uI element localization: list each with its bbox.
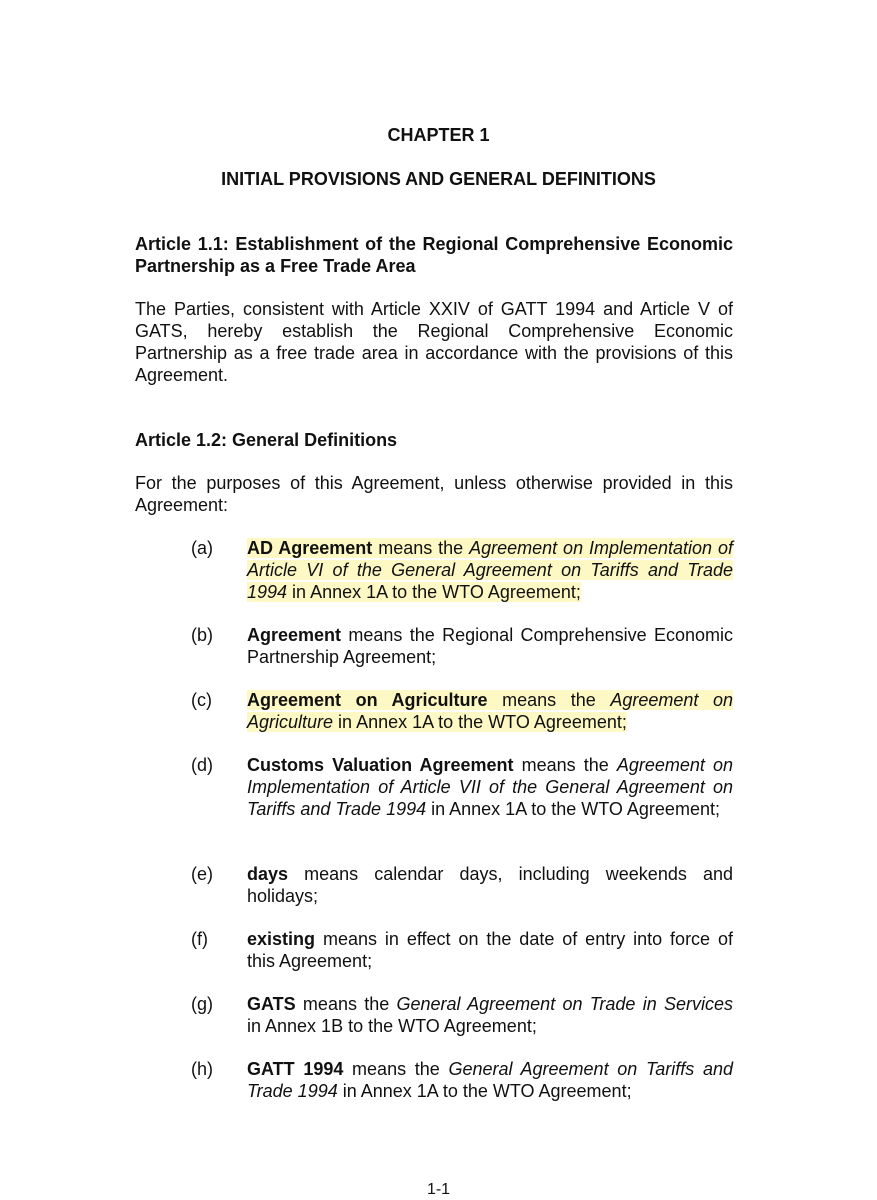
definition-means: means the (513, 755, 617, 775)
definition-rest: in Annex 1A to the WTO Agreement; (287, 582, 581, 602)
definition-text (247, 754, 733, 820)
definition-label: (a) (191, 538, 213, 558)
article-1-1-body: The Parties, consistent with Article XXIV of GATT 1994 and Article V of GATS, hereby establish the Regional Comprehensive Economic Partnership as a free trade area in accordance with the provisions of this Agreement. (135, 299, 733, 385)
definition-means: means the (343, 1059, 449, 1079)
definition-term: Agreement on Agriculture (247, 690, 488, 710)
definition-italic: General Agreement on Trade in Services (396, 994, 733, 1014)
definition-italic: Agreement on Implementation of Article VI of the General Agreement on Tariffs and Trade 1994 (247, 538, 733, 602)
definition-rest: means the Regional Comprehensive Economic Partnership Agreement; (247, 625, 733, 667)
definition-italic: General Agreement on Tariffs and Trade 1994 (247, 1059, 733, 1101)
definition-means: means the (295, 994, 397, 1014)
definition-text (247, 624, 733, 668)
definition-means: means the (372, 538, 470, 558)
definition-text (247, 928, 733, 972)
definition-text (247, 1058, 733, 1102)
definition-label: (d) (191, 755, 213, 775)
highlight (247, 538, 733, 602)
definition-text (247, 863, 733, 907)
definition-rest: means in effect on the date of entry into force of this Agreement; (247, 929, 733, 971)
definition-means: means the (487, 690, 611, 710)
article-1-2-intro: For the purposes of this Agreement, unless otherwise provided in this Agreement: (135, 473, 733, 515)
definition-label: (f) (191, 929, 208, 949)
page-number: 1-1 (426, 1181, 451, 1198)
definition-text (247, 537, 733, 603)
article-1-2-title: Article 1.2: General Definitions (135, 430, 398, 450)
definition-term: existing (247, 929, 316, 949)
definition-term: Customs Valuation Agreement (247, 755, 514, 775)
definition-rest: means calendar days, including weekends and holidays; (247, 864, 733, 906)
definition-text (247, 993, 733, 1037)
definition-italic: Agreement on Agriculture (247, 690, 733, 732)
definition-term: GATS (247, 994, 296, 1014)
chapter-title: INITIAL PROVISIONS AND GENERAL DEFINITIONS (221, 169, 656, 189)
definition-text (247, 689, 733, 733)
definition-term: AD Agreement (247, 538, 373, 558)
definition-rest: in Annex 1B to the WTO Agreement; (247, 1016, 537, 1036)
definition-label: (g) (191, 994, 213, 1014)
definition-label: (h) (191, 1059, 213, 1079)
highlight (247, 690, 733, 732)
chapter-number: CHAPTER 1 (387, 125, 490, 145)
definition-label: (c) (191, 690, 212, 710)
definition-rest: in Annex 1A to the WTO Agreement; (426, 799, 720, 819)
definition-term: Agreement (247, 625, 342, 645)
definition-label: (b) (191, 625, 213, 645)
definition-italic: Agreement on Implementation of Article VII of the General Agreement on Tariffs and Trade 1994 (247, 755, 733, 819)
definition-term: days (247, 864, 289, 884)
definition-rest: in Annex 1A to the WTO Agreement; (333, 712, 627, 732)
definition-term: GATT 1994 (247, 1059, 344, 1079)
article-1-1-title: Article 1.1: Establishment of the Regional Comprehensive Economic Partnership as a Free Trade Area (135, 234, 733, 276)
definition-rest: in Annex 1A to the WTO Agreement; (337, 1081, 632, 1101)
definition-label: (e) (191, 864, 213, 884)
